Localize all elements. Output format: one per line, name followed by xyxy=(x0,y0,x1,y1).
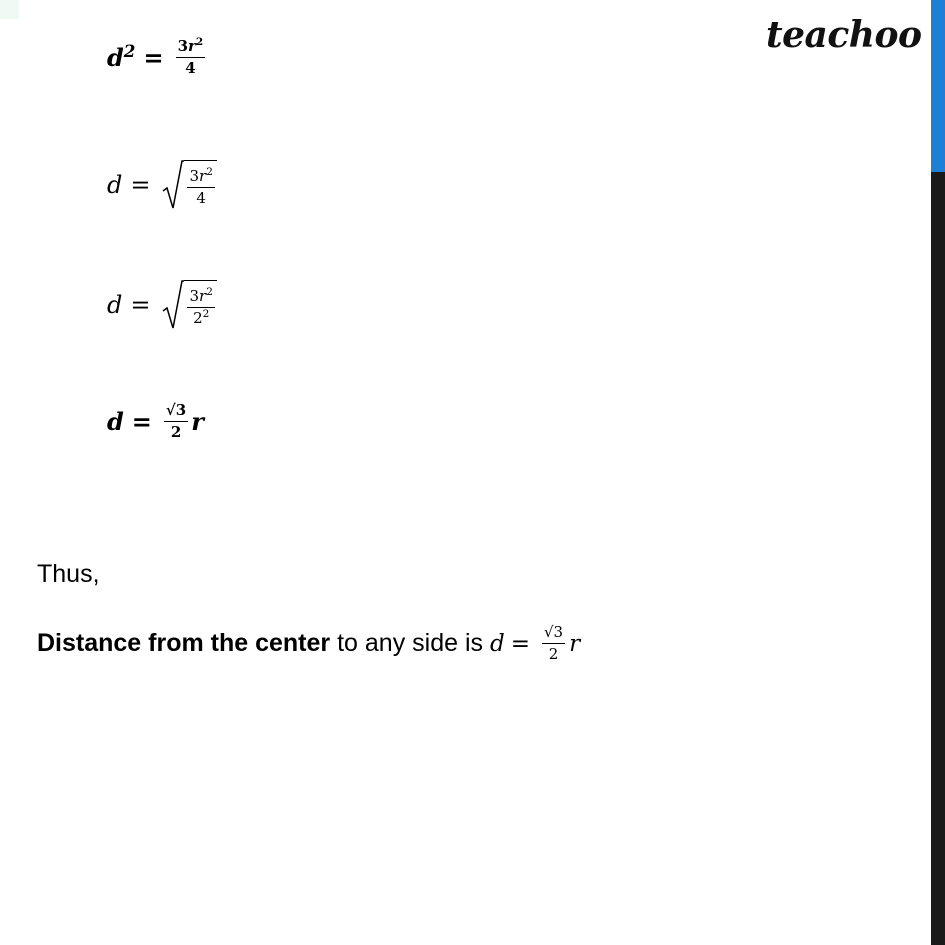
square-root xyxy=(162,160,216,210)
fraction xyxy=(542,624,565,664)
equals-sign: = xyxy=(130,291,151,319)
conclusion-bold-text: Distance from the center xyxy=(37,629,331,658)
fraction-numerator: √3 xyxy=(542,624,565,644)
fraction-denominator: 2 xyxy=(548,645,559,664)
fraction-denominator: $2^2$ xyxy=(193,308,210,327)
fraction-denominator: 4 xyxy=(185,59,196,78)
variable-r: r xyxy=(191,407,204,437)
equals-sign: = xyxy=(143,43,164,73)
equals-sign: = xyxy=(130,171,151,199)
lhs-variable: d xyxy=(107,407,124,437)
square-root xyxy=(162,280,216,330)
fraction-denominator: 4 xyxy=(196,189,206,207)
equals-sign: = xyxy=(131,407,152,437)
equals-sign: = xyxy=(510,630,530,657)
fraction xyxy=(187,285,214,328)
fraction-numerator: $3r^2$ xyxy=(187,168,214,188)
fraction-denominator: 2 xyxy=(170,423,182,442)
lhs-variable: d xyxy=(107,291,123,319)
lhs-variable: $d^2$ xyxy=(107,41,136,73)
conclusion-text: to any side is xyxy=(330,629,490,658)
equation-step-2 xyxy=(107,160,217,210)
fraction-numerator: $3r^2$ xyxy=(176,38,206,58)
scrollbar-thumb[interactable] xyxy=(931,0,945,172)
variable-r: r xyxy=(569,630,581,657)
lhs-variable: d xyxy=(107,171,123,199)
equation-step-4 xyxy=(107,402,204,442)
corner-marker xyxy=(0,0,19,19)
conclusion-intro: Thus, xyxy=(37,560,100,588)
radical-sign-icon xyxy=(162,280,184,330)
lhs-variable: d xyxy=(489,630,505,657)
fraction-numerator: √3 xyxy=(164,402,188,422)
equation-step-3 xyxy=(107,280,217,330)
teachoo-logo: teachoo xyxy=(766,14,922,56)
fraction xyxy=(164,402,188,442)
fraction xyxy=(187,165,214,208)
radical-sign-icon xyxy=(162,160,184,210)
scrollbar[interactable] xyxy=(931,0,945,945)
fraction xyxy=(176,38,206,78)
fraction-numerator: $3r^2$ xyxy=(187,288,214,308)
equation-step-1 xyxy=(107,38,205,78)
conclusion-statement xyxy=(37,624,580,664)
